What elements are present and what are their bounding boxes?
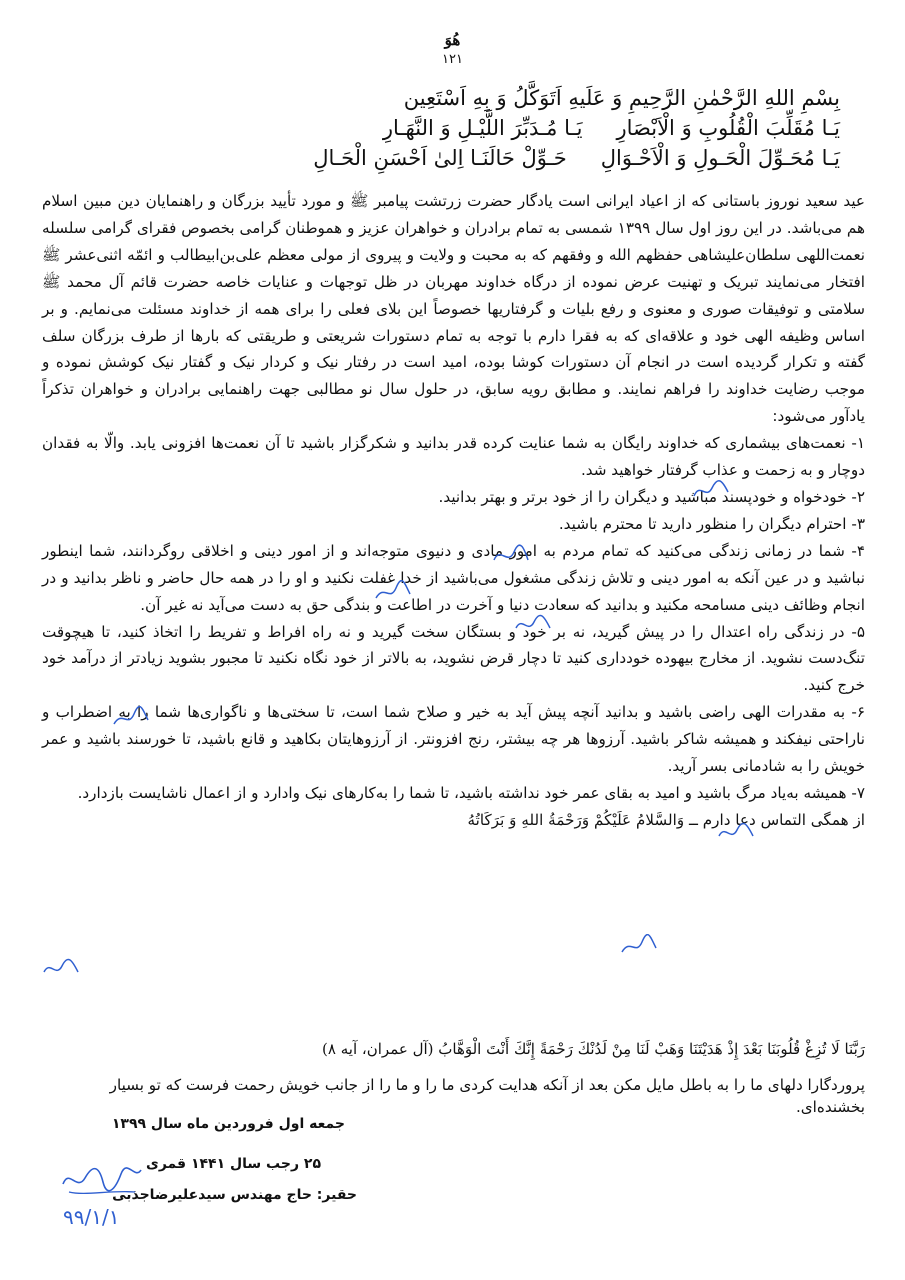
hu-heading: هُوَ: [444, 31, 461, 49]
quran-verse: رَبَّنَا لَا تُزِغْ قُلُوبَنَا بَعْدَ إِذْ هَدَيْتَنَا وَهَبْ لَنَا مِنْ لَدُنْكَ رَحْمَةً إِنَّكَ أَنْتَ الْوَهَّابُ (آل عمران، آیه ۸): [322, 1040, 865, 1058]
checkmark-3: [372, 580, 414, 604]
page-number: ۱۲۱: [442, 52, 463, 67]
invocation-2b: يَـا مُـدَبِّرَ اللَّيْـلِ وَ النَّهَـارِ: [382, 116, 583, 140]
invocation-line-3: [279, 146, 840, 170]
checkmark-8: [40, 956, 82, 980]
checkmark-6: [715, 820, 757, 844]
invocation-line-2: [349, 116, 840, 140]
list-item: ۳- احترام دیگران را منظور دارید تا محترم باشید.: [558, 514, 865, 533]
list-item: ۲- خودخواه و خودپسند مباشید و دیگران را از خود برتر و بهتر بدانید.: [438, 487, 865, 506]
checkmark-1: [690, 478, 732, 502]
closing-plain: از همگی التماس دعا دارم ــ: [689, 810, 865, 829]
date-solar: جمعه اول فروردین ماه سال ۱۳۹۹: [111, 1116, 345, 1132]
invocation-3b: حَـوِّلْ حَالَنَـا اِلىٰ اَحْسَنِ الْحَـالِ: [313, 146, 567, 170]
letter-header: [0, 30, 905, 68]
invocation-3a: يَـا مُحَـوِّلَ الْحَـولِ وَ الْاَحْـوَالِ: [600, 146, 840, 170]
verse-translation: پروردگارا دلهای ما را به باطل مایل مکن بعد از آنکه هدایت کردی ما را و ما را از جانب خویش رحمت فرست که تو بسیار بخشنده‌ای.: [109, 1076, 865, 1116]
author-signature: حقیر: حاج مهندس سیدعلیرضاجذبی: [112, 1187, 357, 1203]
invocation-2a: يَـا مُقَلِّبَ الْقُلُوبِ وَ الْاَبْصَارِ: [616, 116, 840, 140]
closing-arabic: وَالسَّلامُ عَلَيْكُمْ وَرَحْمَةُ اللهِ وَ بَرَكَاتُهُ: [467, 810, 685, 829]
list-item: ۱- نعمت‌های بیشماری که خداوند رایگان به شما عنایت کرده قدر بدانید و شکرگزار باشید تا آن نعمت‌ها افزونی یابد. والّا به فقدان دوچار و به زحمت و عذاب گرفتار خواهید شد.: [42, 434, 865, 480]
list-item: ۴- شما در زمانی زندگی می‌کنید که تمام مردم به امور مادی و دنیوی متوجه‌اند و از امور دینی و اخلاقی روگردانند، شما اینطور نباشید و در عین آنکه به امور دینی و تلاش زندگی مشغول می‌باشید از خدا غفلت نکنید و او را در همه حال حاضر و ناظر بدانید و در انجام وظائف دینی مسامحه مکنید و بدانید که سعادت دنیا و آخرت در اطاعت و بندگی حق به دست می‌آید نه غیر آن.: [42, 541, 865, 614]
handwritten-signature: [55, 1162, 145, 1237]
handwritten-date: ۹۹/۱/۱: [63, 1205, 120, 1229]
intro-paragraph: عید سعید نوروز باستانی که از اعیاد ایرانی است یادگار حضرت زرتشت پیامبر ﷺ و مورد تأیید بزرگان و راهنمایان دین مبین اسلام هم می‌باشد. در این روز اول سال ۱۳۹۹ شمسی به تمام برادران و خواهران عزیز و هموطنان گرامی بخصوص فقرای گرامی سلسله نعمت‌اللهی سلطان‌علیشاهی حفظهم الله و وفقهم که به محبت و ولایت و پیروی از مولی معظم علی‌بن‌ابیطالب و ائمّه اثنی‌عشر ﷺ افتخار می‌نمایند تبریک و تهنیت عرض نموده از درگاه خداوند مهربان در ظل توجهات و عنایات خاصه حضرت قائم آل محمد ﷺ سلامتی و توفیقات صوری و معنوی و رفع بلیات و گرفتاریها خصوصاً این بلای فعلی را برای همه از خداوند مسئلت می‌نمایم. و بر اساس وظیفه الهی خود و علاقه‌ای که به فقرا دارم با توجه به تمام دستورات شریعتی و طریقتی که بارها از طرف بزرگان سلف گفته و تکرار گردیده است در انجام آن دستورات کوشا بوده، امید است در رفتار نیک و کردار نیک و گفتار نیک کوشش نموده و موجب رضایت خداوند را فراهم نمایند. و مطابق رویه سابق، در حلول سال نو مطالبی جهت راهنمایی برادران و خواهران تذکراً یادآور می‌شود:: [42, 192, 865, 426]
basmala-line: بِسْمِ اللهِ الرَّحْمٰنِ الرَّحِيمِ وَ عَلَيهِ اَتَوَكَّلُ وَ بِهِ اَسْتَعِين: [403, 86, 840, 110]
checkmark-2: [490, 544, 532, 568]
checkmark-5: [110, 706, 152, 730]
checkmark-4: [512, 612, 554, 636]
letter-body: [42, 188, 865, 834]
list-item: ۷- همیشه به‌یاد مرگ باشید و امید به بقای عمر خود نداشته باشید، تا شما را به‌کارهای نیک وادارد و از اعمال ناشایست بازدارد.: [77, 783, 865, 802]
checkmark-7: [618, 934, 660, 958]
date-lunar: ۲۵ رجب سال ۱۴۴۱ قمری: [145, 1156, 321, 1172]
list-item: ۶- به مقدرات الهی راضی باشید و بدانید آنچه پیش آید به خیر و صلاح شما است، تا سختی‌ها و ناگواری‌ها شما را به اضطراب و ناراحتی نیفکند و همیشه شاکر باشید. آرزوها هر چه بیشتر، رنج افزونتر. از آرزوهایتان بکاهید و قانع باشید، تا خورسند باشید و عمر خویش را به شادمانی بسر آرید.: [42, 703, 865, 776]
list-item: ۵- در زندگی راه اعتدال را در پیش گیرید، نه بر خود و بستگان سخت گیرید و نه راه افراط و تفریط را اتخاذ کنید، تا هیچوقت تنگ‌دست نشوید. از مخارج بیهوده خودداری کنید تا دچار قرض نشوید، به بالاتر از خود نگاه نکنید تا مجبور بشوید زیادتر از درآمد خود خرج کنید.: [42, 622, 865, 695]
